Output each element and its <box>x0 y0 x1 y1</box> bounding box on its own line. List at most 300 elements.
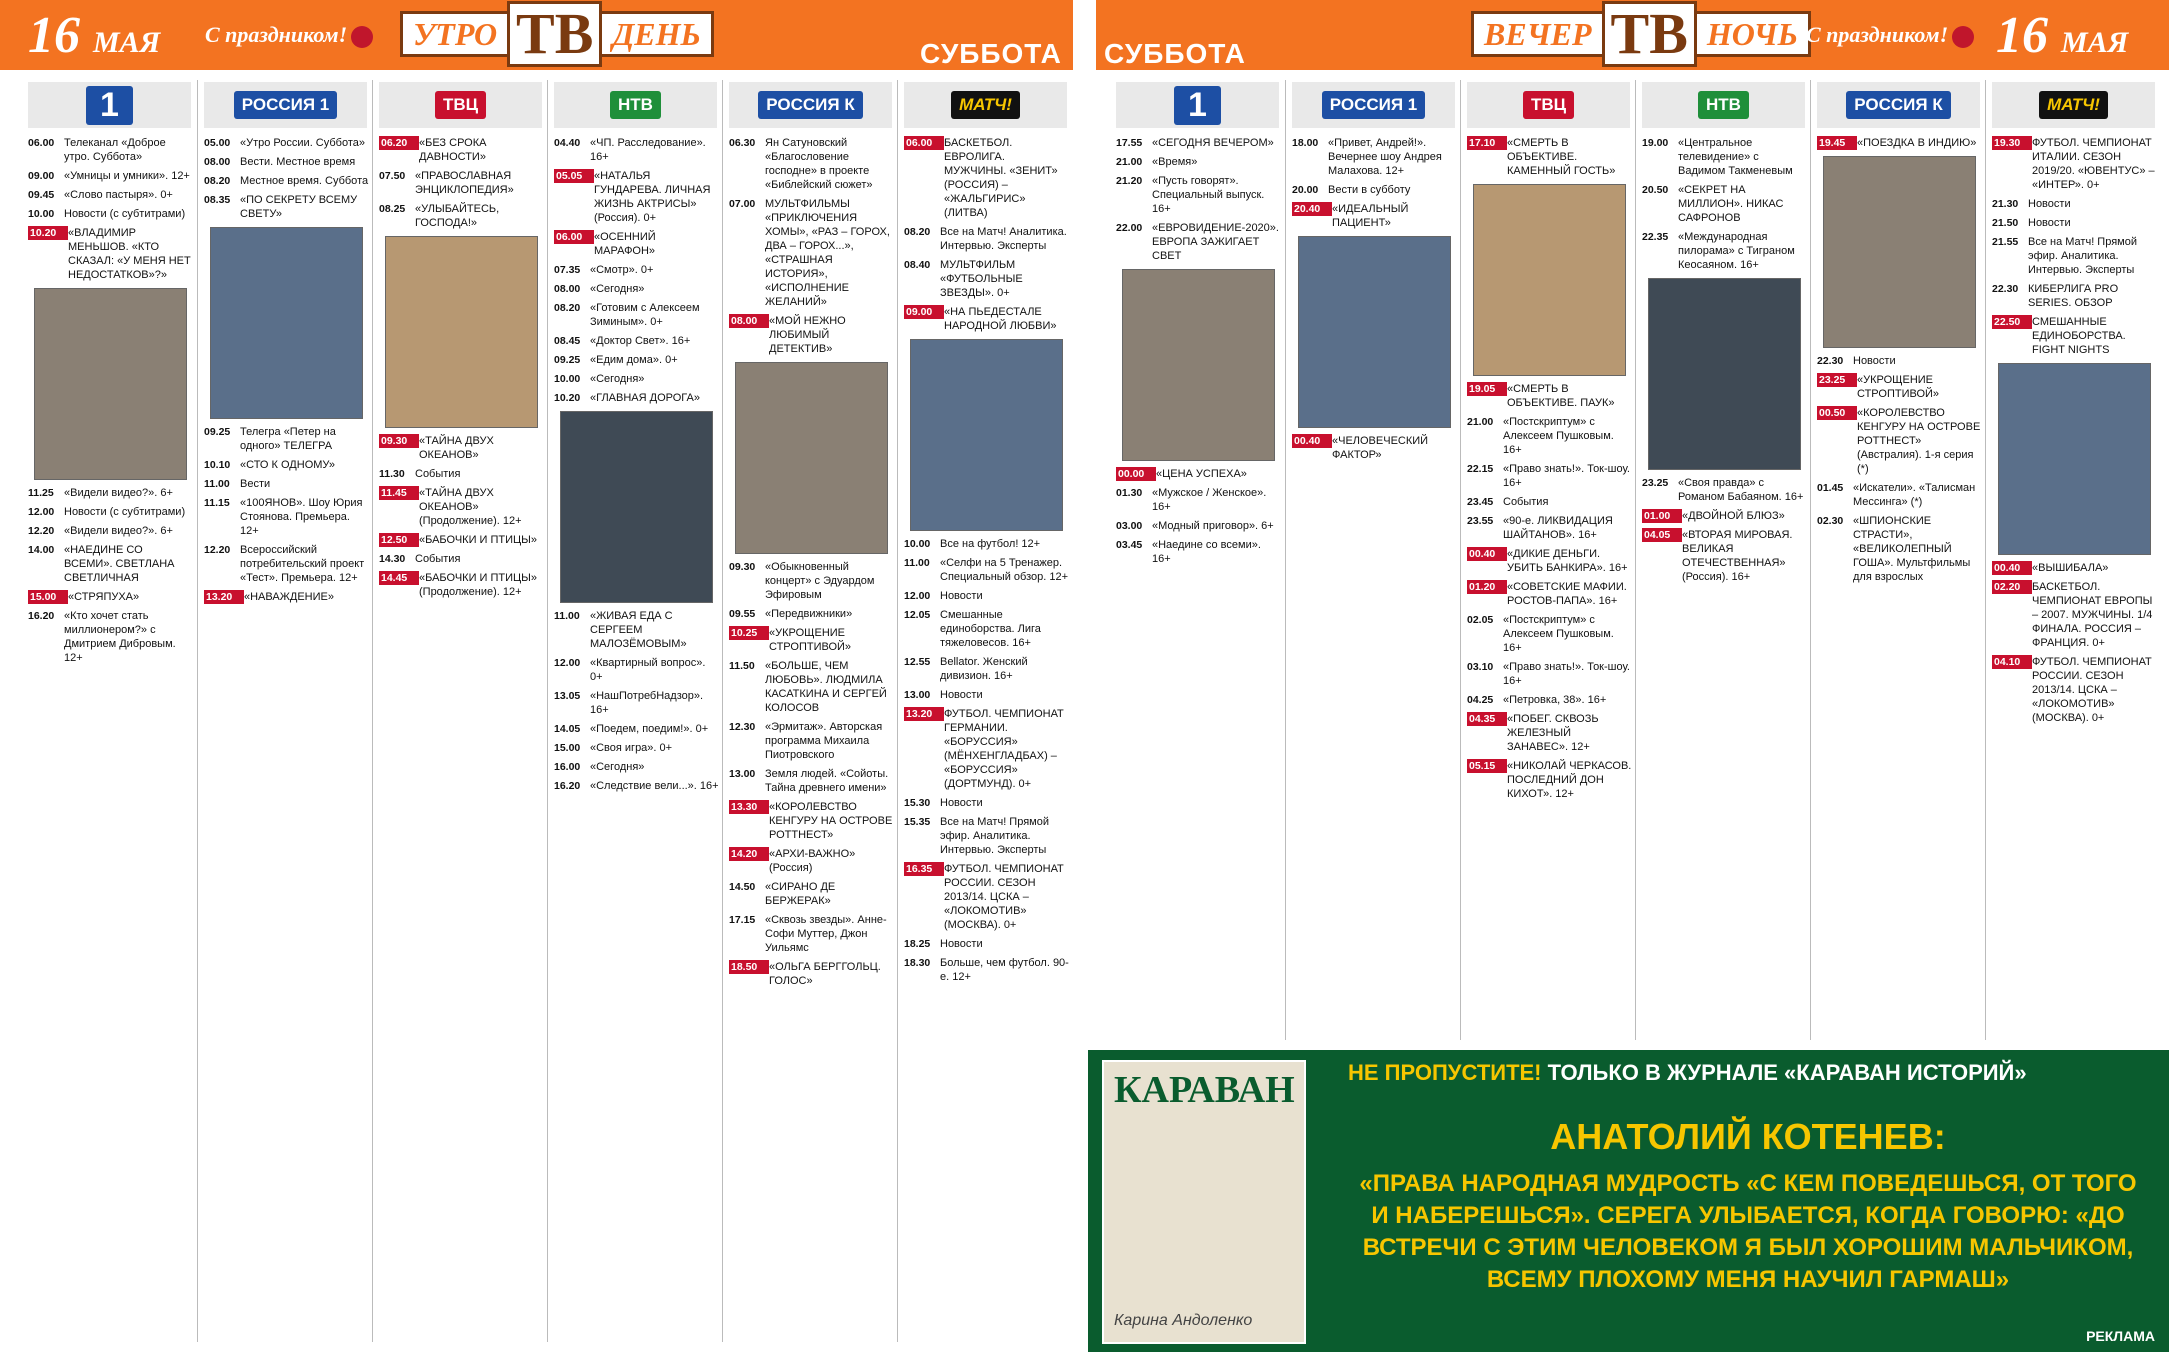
programme-title: События <box>415 553 461 565</box>
programme-time: 18.25 <box>904 938 931 950</box>
programme-time: 06.00 <box>28 137 55 149</box>
magazine-cover <box>1102 1060 1306 1344</box>
programme-title: «ГЛАВНАЯ ДОРОГА» <box>590 392 700 404</box>
programme-time: 12.05 <box>904 609 931 621</box>
programme-time: 12.00 <box>554 657 581 669</box>
programme-row <box>1116 538 1281 566</box>
programme-title: «Сквозь звезды». Анне-Софи Муттер, Джон Уильямс <box>765 914 887 954</box>
channel-name: РОССИЯ К <box>1846 91 1950 119</box>
programme-time: 00.50 <box>1817 406 1857 420</box>
channel-logo-ch1 <box>28 82 191 128</box>
programme-title: Все на Матч! Аналитика. Интервью. Эксперты <box>940 226 1067 252</box>
programme-time: 14.30 <box>379 553 406 565</box>
programme-row <box>554 656 719 684</box>
programme-photo <box>1823 156 1976 348</box>
programme-row <box>379 169 544 197</box>
programme-title: «НАВАЖДЕНИЕ» <box>244 591 334 603</box>
programme-title: «Эрмитаж». Авторская программа Михаила Пиотровского <box>765 721 883 761</box>
programme-row <box>28 543 193 585</box>
programme-time: 19.00 <box>1642 137 1669 149</box>
programme-title: МУЛЬТФИЛЬМЫ «ПРИКЛЮЧЕНИЯ ХОМЫ», «РАЗ – ГОРОХ, ДВА – ГОРОХ...», «СТРАШНАЯ ИСТОРИЯ», «ИСПОЛНЕНИЕ ЖЕЛАНИЙ» <box>765 198 890 308</box>
programme-title: «Международная пилорама» с Тиграном Кеосаяном. 16+ <box>1678 231 1795 271</box>
programme-row <box>28 609 193 665</box>
ad-name: АНАТОЛИЙ КОТЕНЕВ: <box>1550 1116 1946 1157</box>
programme-title: «Привет, Андрей!». Вечернее шоу Андрея Малахова. 12+ <box>1328 137 1442 177</box>
programme-row <box>28 169 193 183</box>
programme-row <box>729 913 894 955</box>
programme-title: Вести. Местное время <box>240 156 356 168</box>
programme-title: «Обыкновенный концерт» с Эдуардом Эфировым <box>765 561 875 601</box>
programme-time: 16.35 <box>904 862 944 876</box>
programme-time: 22.30 <box>1992 283 2019 295</box>
carnation-icon <box>351 26 373 48</box>
programme-title: «Наедине со всеми». 16+ <box>1152 539 1261 565</box>
programme-time: 05.05 <box>554 169 594 183</box>
programme-title: «НИКОЛАЙ ЧЕРКАСОВ. ПОСЛЕДНИЙ ДОН КИХОТ». 12+ <box>1507 760 1632 800</box>
programme-title: «Готовим с Алексеем Зиминым». 0+ <box>590 302 700 328</box>
channel-name: МАТЧ! <box>951 91 1020 119</box>
programme-title: «Смотр». 0+ <box>590 264 654 276</box>
programme-time: 11.25 <box>28 487 54 499</box>
ad-label: РЕКЛАМА <box>2086 1328 2155 1344</box>
programme-time: 04.40 <box>554 137 581 149</box>
programme-time: 22.15 <box>1467 463 1494 475</box>
programme-title: Bellator. Женский дивизион. 16+ <box>940 656 1028 682</box>
programme-title: «УКРОЩЕНИЕ СТРОПТИВОЙ» <box>1857 374 1940 400</box>
programme-row <box>28 590 193 604</box>
programme-time: 11.00 <box>904 557 930 569</box>
programme-title: «Модный приговор». 6+ <box>1152 520 1274 532</box>
programme-row <box>204 155 369 169</box>
programme-time: 04.35 <box>1467 712 1507 726</box>
programme-row <box>204 136 369 150</box>
programme-title: «Время» <box>1152 156 1198 168</box>
programme-photo <box>1648 278 1801 470</box>
programme-row <box>1817 373 1982 401</box>
programme-time: 13.20 <box>904 707 944 721</box>
programme-time: 09.25 <box>204 426 231 438</box>
logo-word-evening: ВЕЧЕР <box>1471 11 1605 57</box>
programme-row <box>204 174 369 188</box>
carnation-icon <box>1952 26 1974 48</box>
programme-time: 08.40 <box>904 259 931 271</box>
programme-time: 22.50 <box>1992 315 2032 329</box>
programme-time: 11.30 <box>379 468 405 480</box>
programme-row <box>1467 462 1632 490</box>
programme-title: ФУТБОЛ. ЧЕМПИОНАТ ГЕРМАНИИ. «БОРУССИЯ» (МЁНХЕНГЛАДБАХ) – «БОРУССИЯ» (ДОРТМУНД). 0+ <box>944 708 1064 790</box>
channel-name: 1 <box>86 86 133 125</box>
programme-row <box>1116 155 1281 169</box>
programme-row <box>1467 759 1632 801</box>
ad-quote: «ПРАВА НАРОДНАЯ МУДРОСТЬ «С КЕМ ПОВЕДЕШЬСЯ, ОТ ТОГО И НАБЕРЕШЬСЯ». СЕРЕГА УЛЫБАЕТСЯ, КОГДА ГОВОРЮ: «ДО ВСТРЕЧИ С ЭТИМ ЧЕЛОВЕКОМ Я БЫЛ ХОРОШИМ МАЛЬЧИКОМ, ВСЕМУ ПЛОХОМУ МЕНЯ НАУЧИЛ ГАРМАШ» <box>1359 1170 2137 1293</box>
programme-time: 04.25 <box>1467 694 1494 706</box>
channel-logo-russia1 <box>1292 82 1455 128</box>
programme-time: 11.45 <box>379 486 419 500</box>
programme-time: 17.55 <box>1116 137 1143 149</box>
programme-row <box>204 590 369 604</box>
programme-title: «ТАЙНА ДВУХ ОКЕАНОВ» <box>419 435 494 461</box>
programme-title: «СТРЯПУХА» <box>68 591 140 603</box>
programme-row <box>554 760 719 774</box>
day-cols-column-match <box>897 80 1073 1342</box>
programme-time: 10.20 <box>28 226 68 240</box>
programme-title: Новости <box>940 938 983 950</box>
programme-title: «ШПИОНСКИЕ СТРАСТИ», «ВЕЛИКОЛЕПНЫЙ ГОША». Мультфильмы для взрослых <box>1853 515 1971 583</box>
programme-photo <box>210 227 363 419</box>
programme-row <box>554 609 719 651</box>
programme-title: «Доктор Свет». 16+ <box>590 335 691 347</box>
programme-row <box>554 722 719 736</box>
programme-title: «ЖИВАЯ ЕДА С СЕРГЕЕМ МАЛОЗЁМОВЫМ» <box>590 610 687 650</box>
programme-row <box>1467 660 1632 688</box>
programme-time: 12.20 <box>204 544 231 556</box>
programme-list <box>1286 136 1461 462</box>
programme-title: «ДВОЙНОЙ БЛЮЗ» <box>1682 510 1785 522</box>
programme-row <box>1467 712 1632 754</box>
programme-row <box>554 353 719 367</box>
channel-name: НТВ <box>1698 91 1749 119</box>
programme-row <box>1116 486 1281 514</box>
programme-title: Больше, чем футбол. 90-е. 12+ <box>940 957 1069 983</box>
programme-title: «Слово пастыря». 0+ <box>64 189 173 201</box>
programme-title: «СМЕРТЬ В ОБЪЕКТИВЕ. КАМЕННЫЙ ГОСТЬ» <box>1507 137 1616 177</box>
programme-title: Телеканал «Доброе утро. Суббота» <box>64 137 166 163</box>
programme-row <box>729 720 894 762</box>
programme-time: 15.00 <box>554 742 581 754</box>
programme-list <box>1811 136 1986 584</box>
programme-row <box>204 496 369 538</box>
programme-row <box>729 607 894 621</box>
programme-row <box>904 655 1069 683</box>
programme-title: «Следствие вели...». 16+ <box>590 780 719 792</box>
programme-title: «Право знать!». Ток-шоу. 16+ <box>1503 463 1630 489</box>
programme-photo <box>1473 184 1626 376</box>
left-greeting: С праздником! <box>205 22 373 48</box>
programme-row <box>1817 136 1982 150</box>
programme-time: 21.20 <box>1116 175 1143 187</box>
programme-time: 08.20 <box>204 175 231 187</box>
programme-time: 12.00 <box>904 590 931 602</box>
programme-time: 14.50 <box>729 881 756 893</box>
ad-lead: НЕ ПРОПУСТИТЕ! ТОЛЬКО В ЖУРНАЛЕ «КАРАВАН ИСТОРИЙ» <box>1348 1060 2027 1085</box>
programme-row <box>554 230 719 258</box>
programme-row <box>904 688 1069 702</box>
programme-row <box>379 467 544 481</box>
programme-title: «ИДЕАЛЬНЫЙ ПАЦИЕНТ» <box>1332 203 1409 229</box>
programme-time: 11.00 <box>554 610 580 622</box>
programme-title: Вести в субботу <box>1328 184 1411 196</box>
programme-row <box>1817 354 1982 368</box>
programme-time: 01.20 <box>1467 580 1507 594</box>
programme-row <box>1992 561 2157 575</box>
programme-time: 12.30 <box>729 721 756 733</box>
programme-row <box>379 533 544 547</box>
programme-title: Новости (с субтитрами) <box>64 506 186 518</box>
channel-logo-ch1 <box>1116 82 1279 128</box>
programme-time: 01.45 <box>1817 482 1844 494</box>
programme-time: 14.45 <box>379 571 419 585</box>
programme-row <box>28 207 193 221</box>
programme-title: «Пусть говорят». Специальный выпуск. 16+ <box>1152 175 1265 215</box>
channel-logo-match <box>1992 82 2155 128</box>
programme-time: 16.00 <box>554 761 581 773</box>
programme-time: 21.50 <box>1992 217 2019 229</box>
programme-time: 08.45 <box>554 335 581 347</box>
programme-time: 13.00 <box>904 689 931 701</box>
programme-row <box>904 305 1069 333</box>
programme-row <box>1992 235 2157 277</box>
programme-row <box>1992 136 2157 192</box>
programme-row <box>28 486 193 500</box>
programme-row <box>1467 495 1632 509</box>
channel-logo-russiak <box>1817 82 1980 128</box>
programme-title: Всероссийский потребительский проект «Тест». Премьера. 12+ <box>240 544 365 584</box>
programme-time: 08.35 <box>204 194 231 206</box>
programme-time: 01.00 <box>1642 509 1682 523</box>
programme-title: «ОСЕННИЙ МАРАФОН» <box>594 231 656 257</box>
programme-title: Новости <box>2028 217 2071 229</box>
programme-row <box>1642 183 1807 225</box>
programme-time: 12.20 <box>28 525 55 537</box>
programme-title: «Сегодня» <box>590 373 645 385</box>
programme-title: «Видели видео?». 6+ <box>64 487 173 499</box>
programme-time: 14.00 <box>28 544 55 556</box>
programme-row <box>554 779 719 793</box>
programme-title: Вести <box>240 478 271 490</box>
programme-row <box>554 263 719 277</box>
programme-row <box>729 847 894 875</box>
programme-title: Ян Сатуновский «Благословение господне» в проекте «Библейский сюжет» <box>765 137 873 191</box>
programme-row <box>379 552 544 566</box>
programme-row <box>1817 514 1982 584</box>
programme-time: 00.00 <box>1116 467 1156 481</box>
programme-photo <box>1122 269 1275 461</box>
programme-row <box>554 169 719 225</box>
programme-row <box>204 458 369 472</box>
programme-row <box>1467 382 1632 410</box>
programme-title: «БЕЗ СРОКА ДАВНОСТИ» <box>419 137 487 163</box>
programme-title: «ВЛАДИМИР МЕНЬШОВ. «КТО СКАЗАЛ: «У МЕНЯ НЕТ НЕДОСТАТКОВ»?» <box>68 227 191 281</box>
programme-title: «БОЛЬШЕ, ЧЕМ ЛЮБОВЬ». ЛЮДМИЛА КАСАТКИНА И СЕРГЕЙ КОЛОСОВ <box>765 660 887 714</box>
programme-row <box>904 608 1069 650</box>
logo-word-night: НОЧЬ <box>1694 11 1811 57</box>
programme-row <box>904 556 1069 584</box>
programme-time: 07.00 <box>729 198 756 210</box>
programme-list <box>22 136 197 665</box>
programme-row <box>904 136 1069 220</box>
programme-row <box>904 862 1069 932</box>
programme-title: «ВЫШИБАЛА» <box>2032 562 2109 574</box>
programme-time: 05.15 <box>1467 759 1507 773</box>
programme-row <box>1467 136 1632 178</box>
programme-title: «Мужское / Женское». 16+ <box>1152 487 1267 513</box>
programme-time: 11.00 <box>204 478 230 490</box>
programme-row <box>1992 197 2157 211</box>
programme-time: 12.55 <box>904 656 931 668</box>
programme-row <box>554 741 719 755</box>
channel-name: МАТЧ! <box>2039 91 2108 119</box>
programme-row <box>28 505 193 519</box>
programme-title: «ЦЕНА УСПЕХА» <box>1156 468 1247 480</box>
channel-logo-ntv <box>1642 82 1805 128</box>
programme-title: «УЛЫБАЙТЕСЬ, ГОСПОДА!» <box>415 203 500 229</box>
programme-title: «Центральное телевидение» с Вадимом Такменевым <box>1678 137 1793 177</box>
programme-title: «100ЯНОВ». Шоу Юрия Стоянова. Премьера. 12+ <box>240 497 363 537</box>
programme-title: Земля людей. «Сойоты. Тайна древнего имени» <box>765 768 889 794</box>
night-cols-column-tvc <box>1460 80 1636 1040</box>
programme-time: 06.00 <box>904 136 944 150</box>
programme-time: 20.00 <box>1292 184 1319 196</box>
right-header-bar <box>1096 0 2169 70</box>
programme-title: «НАЕДИНЕ СО ВСЕМИ». СВЕТЛАНА СВЕТЛИЧНАЯ <box>64 544 175 584</box>
programme-row <box>904 956 1069 984</box>
programme-title: «ПОБЕГ. СКВОЗЬ ЖЕЛЕЗНЫЙ ЗАНАВЕС». 12+ <box>1507 713 1599 753</box>
programme-title: «Своя правда» с Романом Бабаяном. 16+ <box>1678 477 1804 503</box>
programme-photo <box>1998 363 2151 555</box>
programme-time: 08.25 <box>379 203 406 215</box>
programme-row <box>1116 221 1281 263</box>
left-date: 16 МАЯ <box>28 7 161 64</box>
programme-title: «МОЙ НЕЖНО ЛЮБИМЫЙ ДЕТЕКТИВ» <box>769 315 846 355</box>
programme-time: 09.30 <box>729 561 756 573</box>
programme-title: «Умницы и умники». 12+ <box>64 170 190 182</box>
programme-title: «Квартирный вопрос». 0+ <box>590 657 706 683</box>
programme-photo <box>735 362 888 554</box>
programme-time: 12.50 <box>379 533 419 547</box>
day-cols-column-ch1 <box>22 80 197 1342</box>
programme-time: 00.40 <box>1292 434 1332 448</box>
programme-row <box>1992 216 2157 230</box>
programme-row <box>904 815 1069 857</box>
programme-row <box>729 136 894 192</box>
programme-title: «ПОЕЗДКА В ИНДИЮ» <box>1857 137 1977 149</box>
programme-photo <box>34 288 187 480</box>
programme-time: 17.15 <box>729 914 756 926</box>
programme-time: 11.15 <box>204 497 230 509</box>
programme-title: «Утро России. Суббота» <box>240 137 366 149</box>
programme-time: 08.00 <box>554 283 581 295</box>
programme-photo <box>1298 236 1451 428</box>
programme-row <box>904 258 1069 300</box>
programme-row <box>204 543 369 585</box>
programme-time: 16.20 <box>554 780 581 792</box>
programme-title: СМЕШАННЫЕ ЕДИНОБОРСТВА. FIGHT NIGHTS <box>2032 316 2126 356</box>
programme-title: «КОРОЛЕВСТВО КЕНГУРУ НА ОСТРОВЕ РОТТНЕСТ» <box>769 801 893 841</box>
programme-title: Новости <box>1853 355 1896 367</box>
programme-row <box>904 937 1069 951</box>
night-cols-column-ntv <box>1635 80 1811 1040</box>
programme-time: 19.05 <box>1467 382 1507 396</box>
programme-row <box>1817 406 1982 476</box>
programme-time: 17.10 <box>1467 136 1507 150</box>
programme-list <box>898 136 1073 984</box>
programme-row <box>729 767 894 795</box>
programme-title: Новости <box>940 797 983 809</box>
programme-title: «БАБОЧКИ И ПТИЦЫ» <box>419 534 538 546</box>
programme-row <box>1116 174 1281 216</box>
programme-title: «Сегодня» <box>590 761 645 773</box>
programme-row <box>379 434 544 462</box>
programme-title: События <box>1503 496 1549 508</box>
programme-title: «ПО СЕКРЕТУ ВСЕМУ СВЕТУ» <box>240 194 358 220</box>
programme-title: «СТО К ОДНОМУ» <box>240 459 336 471</box>
programme-title: «НашПотребНадзор». 16+ <box>590 690 704 716</box>
programme-list <box>1461 136 1636 801</box>
programme-time: 09.30 <box>379 434 419 448</box>
programme-time: 07.35 <box>554 264 581 276</box>
programme-title: «КОРОЛЕВСТВО КЕНГУРУ НА ОСТРОВЕ РОТТНЕСТ» (Австралия). 1-я серия (*) <box>1857 407 1981 475</box>
programme-row <box>554 301 719 329</box>
programme-title: «Видели видео?». 6+ <box>64 525 173 537</box>
programme-title: «Кто хочет стать миллионером?» с Дмитрием Дибровым. 12+ <box>64 610 176 664</box>
programme-row <box>554 372 719 386</box>
programme-list <box>1636 136 1811 584</box>
programme-list <box>1110 136 1285 566</box>
left-logo <box>400 1 714 66</box>
programme-title: «Право знать!». Ток-шоу. 16+ <box>1503 661 1630 687</box>
programme-time: 21.30 <box>1992 198 2019 210</box>
programme-time: 18.30 <box>904 957 931 969</box>
channel-name: ТВЦ <box>1523 91 1574 119</box>
left-day: СУББОТА <box>920 38 1062 69</box>
programme-list <box>723 136 898 988</box>
programme-title: Новости (с субтитрами) <box>64 208 186 220</box>
programme-title: Все на футбол! 12+ <box>940 538 1041 550</box>
programme-title: «Постскриптум» с Алексеем Пушковым. 16+ <box>1503 416 1614 456</box>
channel-name: НТВ <box>610 91 661 119</box>
programme-time: 15.30 <box>904 797 931 809</box>
programme-photo <box>385 236 538 428</box>
programme-row <box>1467 613 1632 655</box>
programme-title: Новости <box>2028 198 2071 210</box>
programme-time: 21.00 <box>1467 416 1494 428</box>
programme-row <box>379 136 544 164</box>
programme-time: 10.20 <box>554 392 581 404</box>
programme-time: 00.40 <box>1467 547 1507 561</box>
programme-time: 19.45 <box>1817 136 1857 150</box>
programme-row <box>729 560 894 602</box>
day-cols-column-ntv <box>547 80 723 1342</box>
logo-tv: ТВ <box>507 1 602 67</box>
programme-time: 09.45 <box>28 189 55 201</box>
programme-title: «БАБОЧКИ И ПТИЦЫ» (Продолжение). 12+ <box>419 572 538 598</box>
programme-title: МУЛЬТФИЛЬМ «ФУТБОЛЬНЫЕ ЗВЕЗДЫ». 0+ <box>940 259 1023 299</box>
programme-time: 23.25 <box>1642 477 1669 489</box>
programme-row <box>904 707 1069 791</box>
programme-row <box>554 136 719 164</box>
programme-time: 09.55 <box>729 608 756 620</box>
programme-time: 09.00 <box>904 305 944 319</box>
channel-name: ТВЦ <box>435 91 486 119</box>
programme-row <box>379 202 544 230</box>
programme-time: 13.00 <box>729 768 756 780</box>
programme-title: Новости <box>940 689 983 701</box>
programme-time: 20.50 <box>1642 184 1669 196</box>
programme-time: 08.00 <box>729 314 769 328</box>
programme-row <box>1292 183 1457 197</box>
night-cols-column-russiak <box>1810 80 1986 1040</box>
right-logo <box>1471 1 1811 66</box>
programme-row <box>1642 476 1807 504</box>
cover-caption: Карина Андоленко <box>1114 1312 1253 1329</box>
programme-row <box>1292 202 1457 230</box>
programme-time: 15.00 <box>28 590 68 604</box>
night-cols-column-ch1 <box>1110 80 1285 1040</box>
programme-title: «ЧЕЛОВЕЧЕСКИЙ ФАКТОР» <box>1332 435 1429 461</box>
programme-time: 08.20 <box>554 302 581 314</box>
programme-row <box>1992 655 2157 725</box>
programme-row <box>1642 509 1807 523</box>
